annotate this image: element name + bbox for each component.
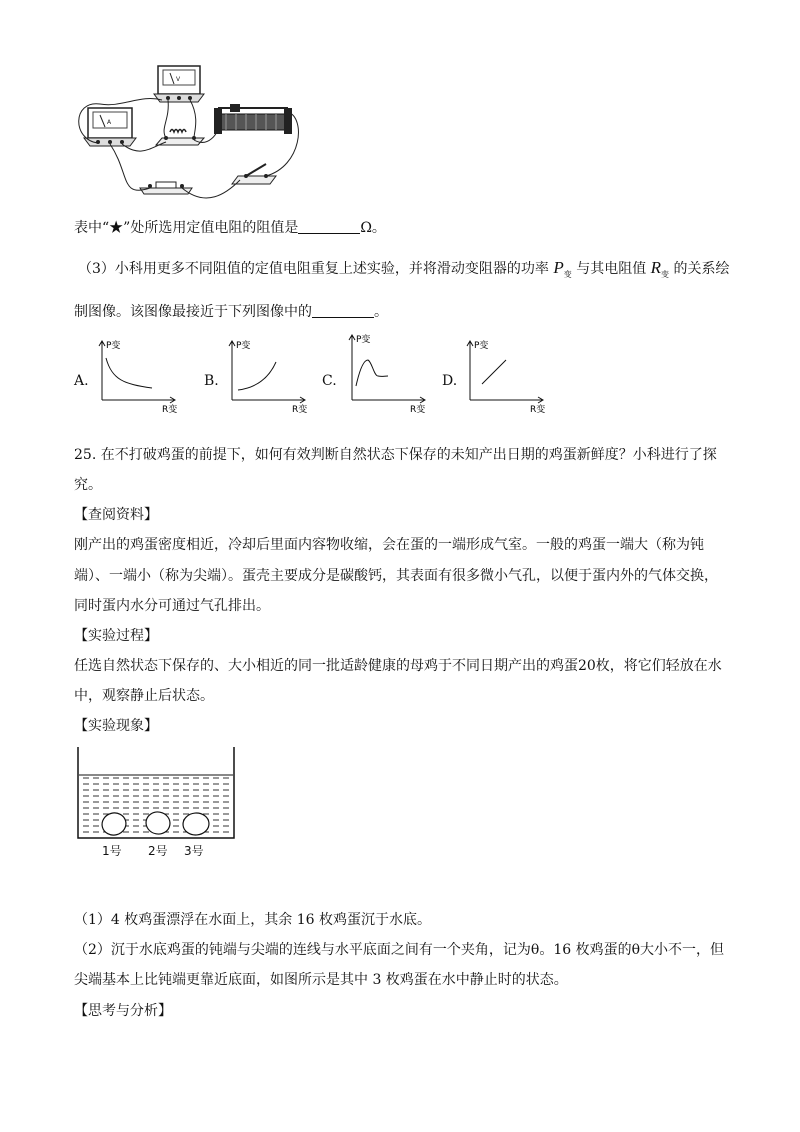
answer-blank-1 bbox=[298, 219, 360, 234]
heading-phenomenon: 【实验现象】 bbox=[74, 718, 158, 734]
y-label: P变 bbox=[356, 335, 371, 345]
option-letter: D. bbox=[442, 373, 458, 389]
heading-procedure: 【实验过程】 bbox=[74, 628, 158, 644]
option-a bbox=[74, 338, 184, 414]
text-span: P bbox=[553, 258, 564, 277]
ammeter bbox=[84, 108, 136, 146]
voltmeter bbox=[154, 66, 204, 102]
egg-label: 2号 bbox=[148, 844, 168, 858]
graph-d bbox=[462, 338, 552, 414]
beaker-diagram bbox=[72, 745, 242, 863]
paragraph-line: 刚产出的鸡蛋密度相近，冷却后里面内容物收缩，会在蛋的一端形成气室。一般的鸡蛋一端大（称为钝 bbox=[74, 537, 704, 553]
text-span: 表中“★”处所选用定值电阻的阻值是 bbox=[74, 220, 299, 236]
graph-b bbox=[224, 338, 314, 414]
text-span: （3）小科用更多不同阻值的定值电阻重复上述实验，并将滑动变阻器的功率 bbox=[78, 261, 549, 277]
text-span: 的关系绘 bbox=[673, 261, 730, 277]
egg-label: 3号 bbox=[184, 844, 204, 858]
question-25-line2: 究。 bbox=[74, 477, 102, 493]
y-label: P变 bbox=[236, 341, 251, 351]
paragraph-line: 同时蛋内水分可通过气孔排出。 bbox=[74, 598, 270, 614]
line-resistor-value bbox=[74, 218, 386, 238]
power-symbol bbox=[553, 258, 571, 277]
option-letter: A. bbox=[74, 373, 89, 389]
text-span: 变 bbox=[563, 270, 572, 279]
x-label: R变 bbox=[530, 405, 546, 414]
result-1: （1）4 枚鸡蛋漂浮在水面上，其余 16 枚鸡蛋沉于水底。 bbox=[74, 912, 431, 928]
option-letter: B. bbox=[204, 373, 219, 389]
heading-references: 【查阅资料】 bbox=[74, 507, 158, 523]
y-label: P变 bbox=[474, 341, 489, 351]
text-span: 与其电阻值 bbox=[576, 261, 647, 277]
result-2-line2: 尖端基本上比钝端更靠近底面，如图所示是其中 3 枚鸡蛋在水中静止时的状态。 bbox=[74, 972, 568, 988]
answer-blank-2 bbox=[312, 303, 374, 318]
graph-a bbox=[94, 338, 184, 414]
question-3-line1 bbox=[78, 258, 730, 285]
circuit-diagram bbox=[70, 48, 310, 208]
sliding-rheostat bbox=[214, 104, 292, 134]
option-b bbox=[204, 338, 314, 414]
text-span: 。 bbox=[374, 304, 388, 320]
y-label: P变 bbox=[106, 341, 121, 351]
resistance-symbol bbox=[651, 258, 669, 277]
egg-label: 1号 bbox=[102, 844, 122, 858]
ammeter-label: A bbox=[107, 119, 112, 126]
text-span: 变 bbox=[661, 270, 670, 279]
paragraph-line: 端）、一端小（称为尖端）。蛋壳主要成分是碳酸钙，其表面有很多微小气孔，以便于蛋内外的气体交换， bbox=[74, 568, 718, 584]
heading-analysis: 【思考与分析】 bbox=[74, 1003, 172, 1019]
option-letter: C. bbox=[322, 373, 337, 389]
paragraph-line: 中，观察静止后状态。 bbox=[74, 688, 214, 704]
x-label: R变 bbox=[410, 405, 426, 414]
text-span: Ω。 bbox=[360, 220, 386, 236]
question-3-line2 bbox=[74, 302, 388, 322]
option-c bbox=[322, 332, 432, 414]
text-span: R bbox=[650, 258, 662, 277]
battery bbox=[140, 182, 192, 194]
graph-c bbox=[344, 332, 434, 414]
question-25-line1: 25. 在不打破鸡蛋的前提下，如何有效判断自然状态下保存的未知产出日期的鸡蛋新鲜度？小科进行了探 bbox=[74, 447, 717, 463]
voltmeter-label: V bbox=[176, 76, 181, 83]
x-label: R变 bbox=[162, 405, 178, 414]
option-d bbox=[442, 338, 552, 414]
x-label: R变 bbox=[292, 405, 308, 414]
result-2-line1: （2）沉于水底鸡蛋的钝端与尖端的连线与水平底面之间有一个夹角，记为θ。16 枚鸡蛋的θ大小不一，但 bbox=[74, 942, 725, 958]
text-span: 制图像。该图像最接近于下列图像中的 bbox=[74, 304, 312, 320]
paragraph-line: 任选自然状态下保存的、大小相近的同一批适龄健康的母鸡于不同日期产出的鸡蛋20枚，将它们轻放在水 bbox=[74, 658, 722, 674]
